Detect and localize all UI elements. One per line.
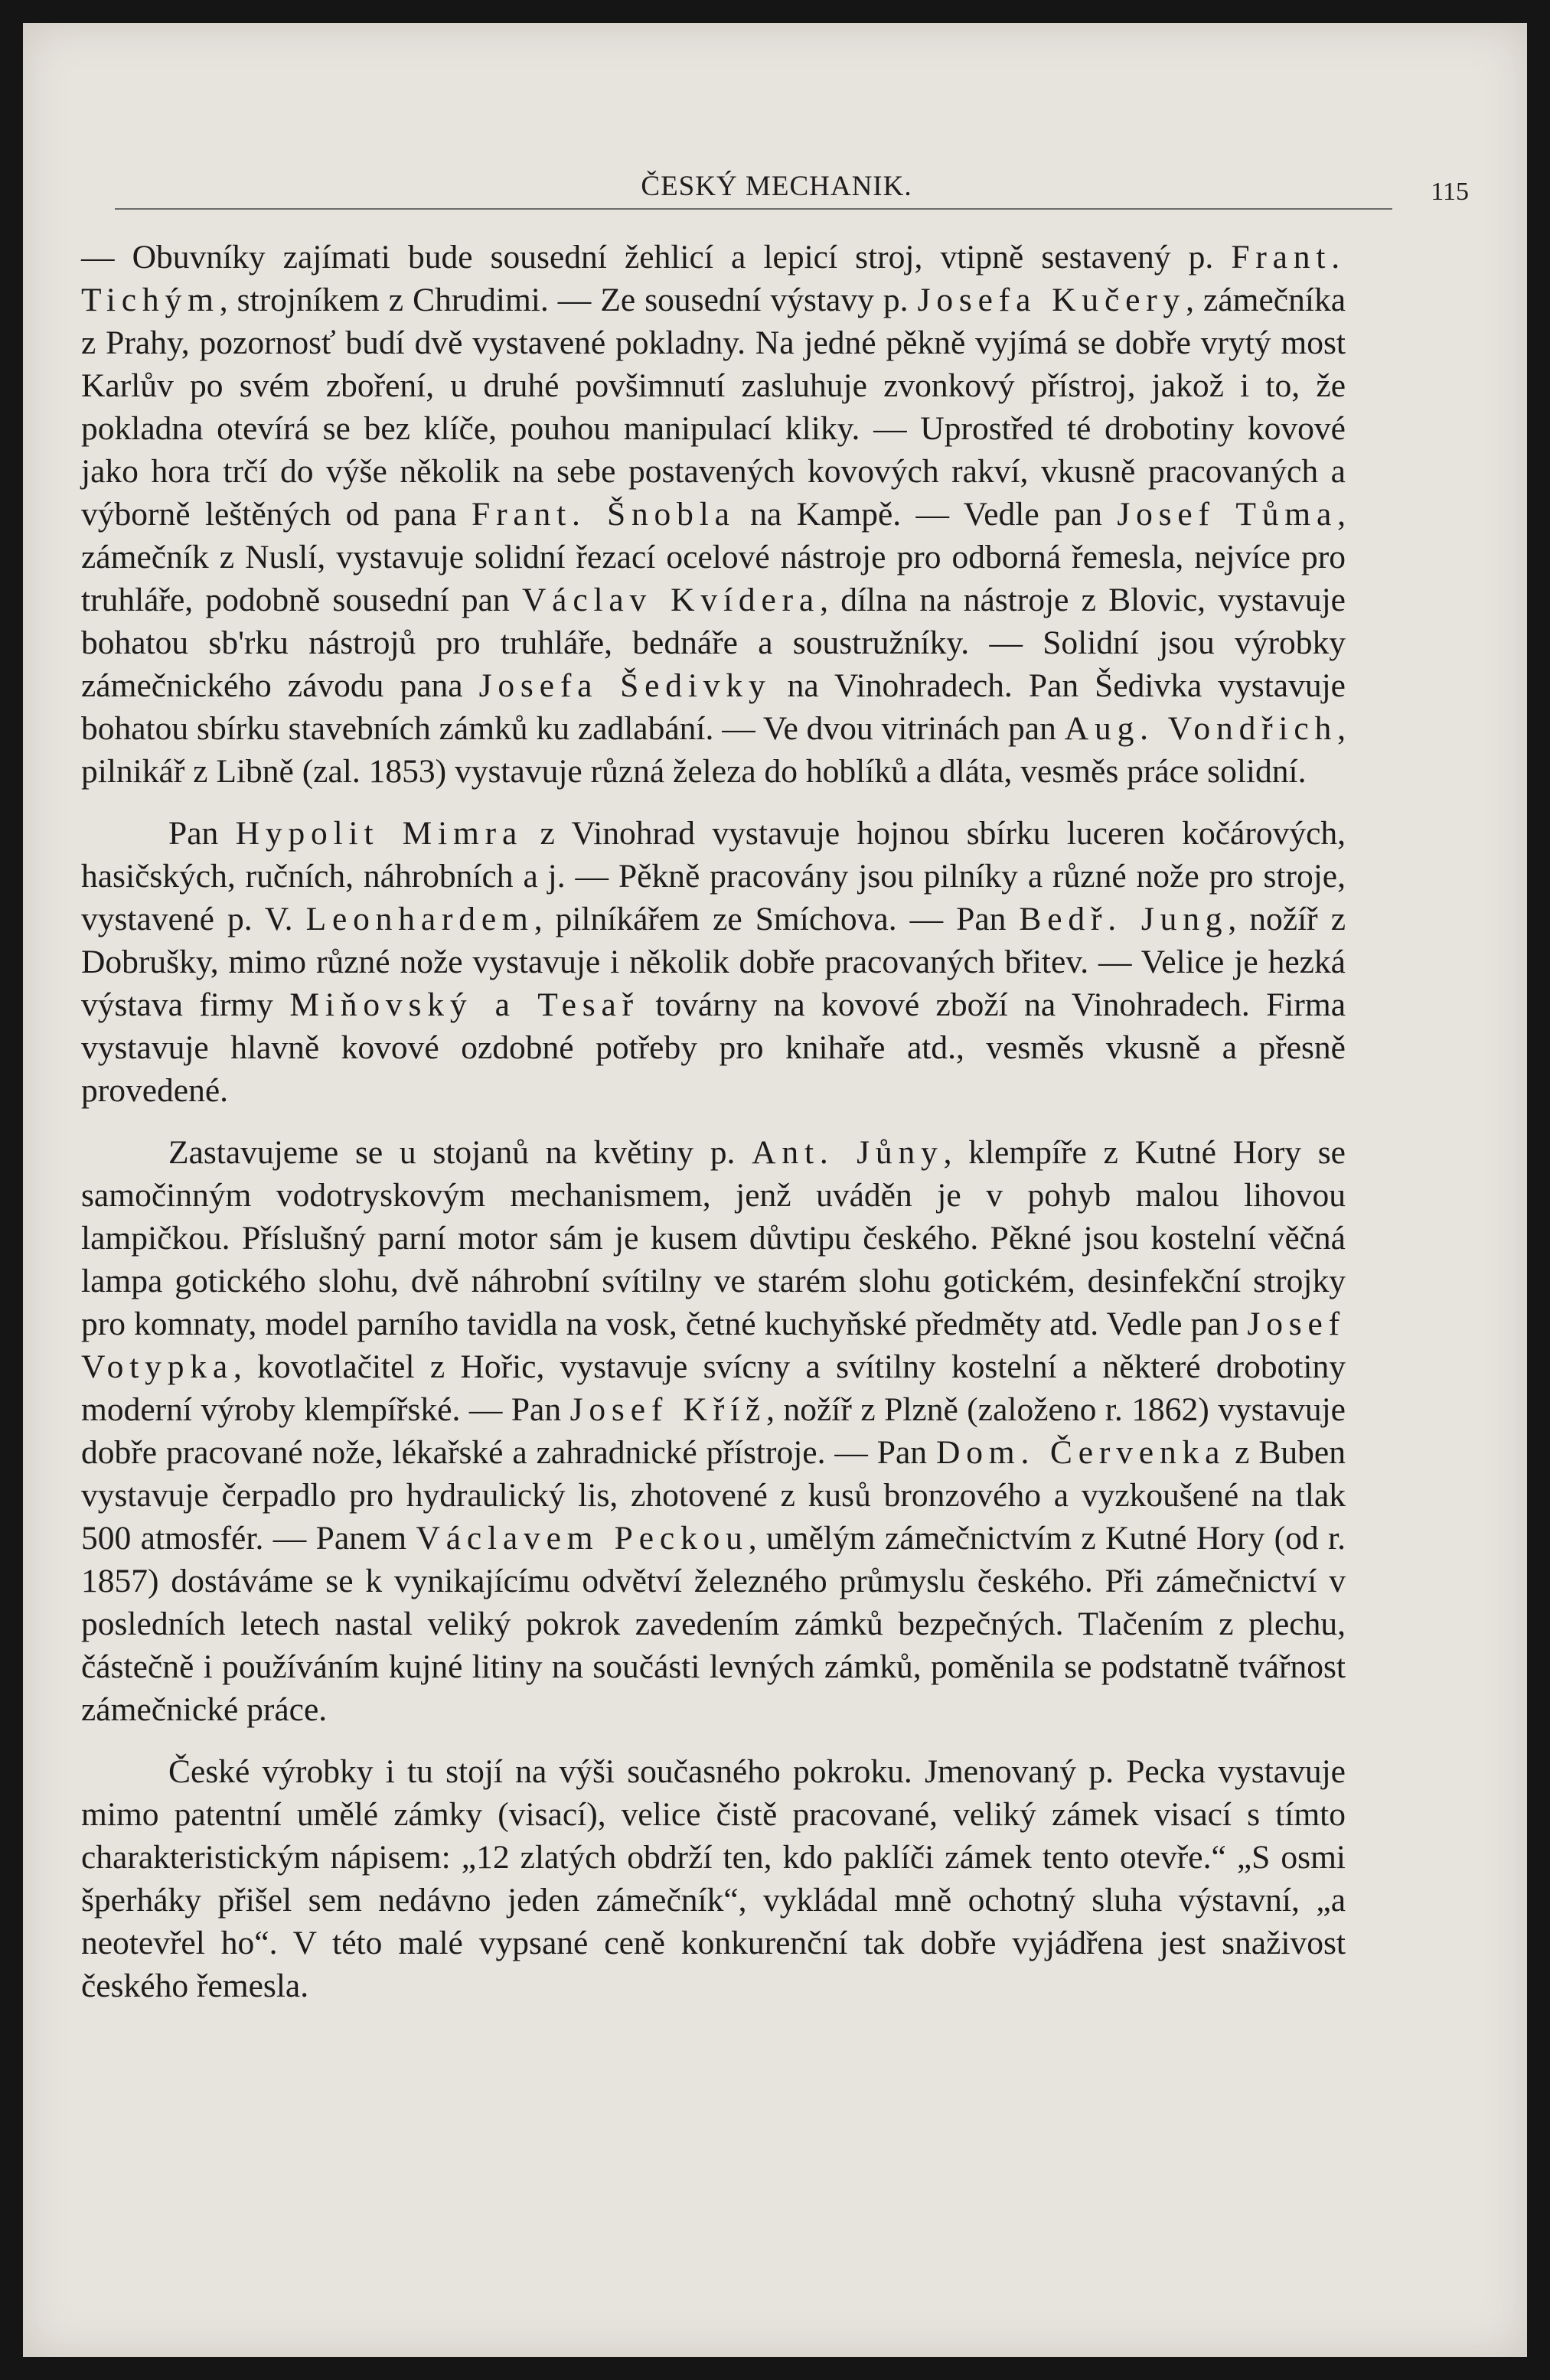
text-run: , kovotlačitel z Hořic, vystavuje svícny a svítilny kostelní a některé drobotiny moderní výroby klempířské. — Pan bbox=[81, 1348, 1346, 1428]
body-text bbox=[81, 236, 1346, 2026]
text-run: Zastavujeme se u stojanů na květiny p. bbox=[168, 1134, 752, 1171]
page-number: 115 bbox=[1431, 178, 1469, 206]
spaced-name: Dom. Červenka bbox=[935, 1434, 1226, 1471]
spaced-name: Václav Kvídera bbox=[521, 582, 821, 618]
book-page bbox=[23, 23, 1527, 2357]
spaced-name: Frant. Šnobla bbox=[472, 496, 736, 533]
page-header bbox=[84, 155, 1469, 216]
text-run: , dílna na nástroje z Blovic, vystavuje bohatou sb'rku nástrojů pro truhláře, bednáře a soustružníky. — Solidní jsou výrobky zámečnického závodu pana bbox=[81, 582, 1346, 704]
text-run: , klempíře z Kutné Hory se samočinným vodotryskovým mechanismem, jenž uváděn je v pohyb malou lihovou lampičkou. Příslušný parní motor sám je kusem důvtipu českého. Pěkné jsou kostelní věčná lampa gotického slohu, dvě náhrobní svítilny ve starém slohu gotickém, desinfekční strojky pro komnaty, model parního tavidla na vosk, četné kuchyňské předměty atd. Vedle pan bbox=[81, 1134, 1346, 1342]
text-run: , pilnikář z Libně (zal. 1853) vystavuje různá železa do hoblíků a dláta, vesměs práce solidní. bbox=[81, 710, 1346, 790]
spaced-name: Josefa Šedivky bbox=[478, 667, 772, 704]
text-run: Pan bbox=[168, 815, 236, 852]
header-rule bbox=[115, 208, 1392, 210]
spaced-name: Frant. Tichým bbox=[81, 239, 1346, 318]
text-run: , strojníkem z Chrudimi. — Ze sousední výstavy p. bbox=[219, 282, 918, 318]
text-run: , umělým zámečnictvím z Kutné Hory (od r. 1857) dostáváme se k vynikajícímu odvětví železného průmyslu českého. Při zámečnictví v posledních letech nastal veliký pokrok zavedením zámků bezpečných. Tlačením z plechu, částečně i používáním kujné litiny na součásti levných zámků, poměnila se podstatně tvářnost zámečnické práce. bbox=[81, 1520, 1346, 1728]
spaced-name: Josefa Kučery bbox=[917, 282, 1186, 318]
text-run: , pilníkářem ze Smíchova. — Pan bbox=[534, 901, 1020, 937]
text-run: , nožíř z Dobrušky, mimo různé nože vystavuje i několik dobře pracovaných břitev. — Velice je hezká výstava firmy bbox=[81, 901, 1346, 1023]
text-run: České výrobky i tu stojí na výši současného pokroku. Jmenovaný p. Pecka vystavuje mimo patentní umělé zámky (visací), velice čistě pracované, veliký zámek visací s tímto charakteristickým nápisem: „12 zlatých obdrží ten, kdo paklíči zámek tento otevře.“ „S osmi šperháky přišel sem nedávno jeden zámečník“, vykládal mně ochotný sluha výstavní, „a neotevřel ho“. V této malé vypsané ceně konkurenční tak dobře vyjádřena jest snaživost českého řemesla. bbox=[81, 1753, 1346, 2004]
text-run: , zámečník z Nuslí, vystavuje solidní řezací ocelové nástroje pro odborná řemesla, nejvíce pro truhláře, podobně sousední pan bbox=[81, 496, 1346, 618]
spaced-name: Ant. Jůny bbox=[752, 1134, 944, 1171]
text-run: továrny na kovové zboží na Vinohradech. Firma vystavuje hlavně kovové ozdobné potřeby pro knihaře atd., vesměs vkusně a přesně provedené. bbox=[81, 986, 1346, 1109]
spaced-name: Václavem Peckou bbox=[416, 1520, 749, 1557]
text-run: na Vinohradech. Pan Šedivka vystavuje bohatou sbírku stavebních zámků ku zadlabání. — Ve dvou vitrinách pan bbox=[81, 667, 1346, 747]
text-run: , zámečníka z Prahy, pozornosť budí dvě vystavené pokladny. Na jedné pěkně vyjímá se dobře vrytý most Karlův po svém zboření, u druhé povšimnutí zasluhuje zvonkový přístroj, jakož i to, že pokladna otevírá se bez klíče, pouhou manipulací kliky. — Uprostřed té drobotiny kovové jako hora trčí do výše několik na sebe postavených kovových rakví, vkusně pracovaných a výborně leštěných od pana bbox=[81, 282, 1346, 533]
paragraph-2 bbox=[81, 812, 1346, 1112]
text-run: , nožíř z Plzně (založeno r. 1862) vystavuje dobře pracované nože, lékařské a zahradnické přístroje. — Pan bbox=[81, 1391, 1346, 1471]
spaced-name: Aug. Vondřich bbox=[1064, 710, 1338, 747]
text-run: — Obuvníky zajímati bude sousední žehlicí a lepicí stroj, vtipně sestavený p. bbox=[81, 239, 1232, 275]
paragraph-1 bbox=[81, 236, 1346, 793]
spaced-name: Miňovský a Tesař bbox=[289, 986, 639, 1023]
text-run: z Vinohrad vystavuje hojnou sbírku luceren kočárových, hasičských, ručních, náhrobních a j. — Pěkně pracovány jsou pilníky a různé nože pro stroje, vystavené p. V. bbox=[81, 815, 1346, 937]
spaced-name: Josef Kříž bbox=[569, 1391, 767, 1428]
spaced-name: Josef Votypka bbox=[81, 1306, 1346, 1385]
paragraph-3 bbox=[81, 1131, 1346, 1731]
spaced-name: Bedř. Jung bbox=[1019, 901, 1229, 937]
paragraph-4 bbox=[81, 1750, 1346, 2007]
spaced-name: Leonhardem bbox=[305, 901, 534, 937]
spaced-name: Hypolit Mimra bbox=[235, 815, 524, 852]
running-title: ČESKÝ MECHANIK. bbox=[641, 171, 912, 202]
text-run: z Buben vystavuje čerpadlo pro hydraulický lis, zhotovené z kusů bronzového a vyzkoušené na tlak 500 atmosfér. — Panem bbox=[81, 1434, 1346, 1557]
spaced-name: Josef Tůma bbox=[1117, 496, 1338, 533]
text-run: na Kampě. — Vedle pan bbox=[735, 496, 1118, 533]
